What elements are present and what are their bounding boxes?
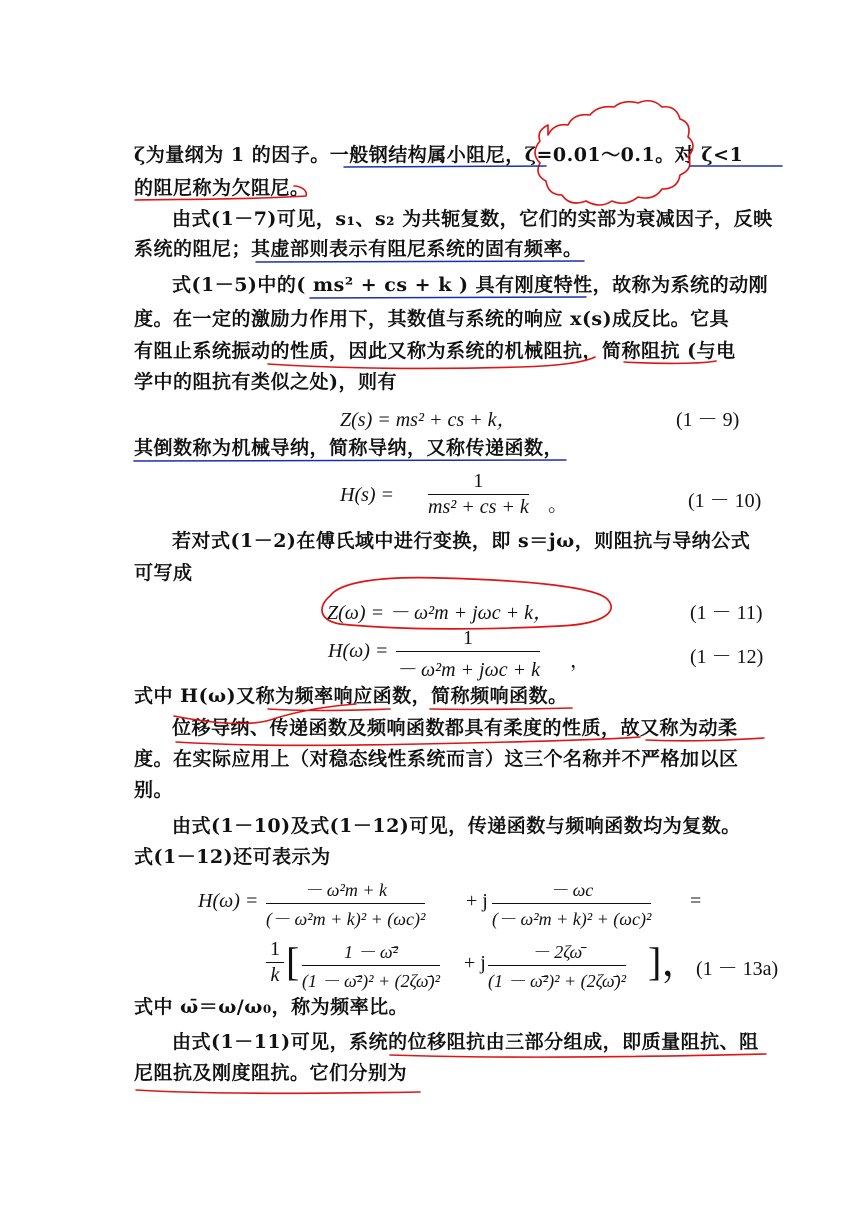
text-line-2: 的阻尼称为欠阻尼。 xyxy=(134,177,310,199)
equation-1-13a-imag-denominator: (－ ω²m + k)² + (ωc)² xyxy=(492,909,652,929)
equation-number-1-10: (1 － 10) xyxy=(688,490,762,512)
equation-1-10-end: 。 xyxy=(548,494,568,516)
equation-1-13a-factor-denominator: k xyxy=(270,964,280,986)
red-underline-frf-short xyxy=(430,708,572,709)
text-line-4: 系统的阻尼；其虚部则表示有阻尼系统的固有频率。 xyxy=(134,238,583,260)
text-line-17: 式(1－12)还可表示为 xyxy=(134,846,331,868)
blue-underline-admittance xyxy=(134,460,566,461)
red-underline-frequency-response xyxy=(268,709,390,711)
equation-1-12-numerator: 1 xyxy=(396,627,540,652)
equation-1-13a-f4-denominator: (1 － ω̄²)² + (2ζω̄)² xyxy=(488,971,626,991)
red-underline-stiffness-impedance xyxy=(136,1090,420,1093)
equation-1-10-lhs: H(s) = xyxy=(340,484,395,506)
equation-1-13a-f4-numerator: － 2ζω̄ xyxy=(488,938,626,966)
equation-1-11: Z(ω) = － ω²m + jωc + k， xyxy=(327,602,554,624)
equation-number-1-13a: (1 － 13a) xyxy=(696,958,779,980)
equation-1-13a-factor-numerator: 1 xyxy=(266,938,284,963)
text-line-7: 有阻止系统振动的性质，因此又称为系统的机械阻抗，简称阻抗 (与电 xyxy=(134,340,736,362)
equation-1-12-fraction xyxy=(396,627,540,682)
text-line-19: 由式(1－11)可见，系统的位移阻抗由三部分组成，即质量阻抗、阻 xyxy=(172,1031,759,1053)
equation-number-1-9: (1 － 9) xyxy=(676,409,740,431)
text-line-18: 式中 ω̄＝ω/ω₀，称为频率比。 xyxy=(134,996,409,1018)
blue-underline-imag-part xyxy=(256,261,584,262)
text-line-1: ζ为量纲为 1 的因子。一般钢结构属小阻尼，ζ=0.01～0.1。对 ζ<1 xyxy=(134,144,744,166)
equation-1-13a-real-numerator: － ω²m + k xyxy=(266,876,425,904)
blue-underline-dynamic-stiffness xyxy=(310,297,586,298)
equation-1-13a-fraction-imag xyxy=(492,876,651,931)
text-line-9: 其倒数称为机械导纳，简称导纳，又称传递函数， xyxy=(134,437,564,459)
text-line-14: 度。在实际应用上（对稳态线性系统而言）这三个名称并不严格加以区 xyxy=(134,748,739,770)
equation-1-13a-fraction-3 xyxy=(302,938,440,993)
equation-1-13a-imag-numerator: － ωc xyxy=(492,876,651,904)
equation-1-13a-fraction-4 xyxy=(488,938,626,993)
text-line-20: 尼阻抗及刚度阻抗。它们分别为 xyxy=(134,1062,408,1084)
text-line-3: 由式(1－7)可见，s₁、s₂ 为共轭复数，它们的实部为衰减因子，反映 xyxy=(172,208,773,230)
equation-1-13a-plus-j-2: + j xyxy=(464,952,486,974)
equation-1-13a-plus-j: + j xyxy=(466,890,488,912)
equation-1-10-numerator: 1 xyxy=(428,470,529,495)
equation-1-13a-real-denominator: (－ ω²m + k)² + (ωc)² xyxy=(266,909,426,929)
equation-1-13a-left-bracket: [ xyxy=(286,939,300,984)
text-line-16: 由式(1－10)及式(1－12)可见，传递函数与频响函数均为复数。 xyxy=(172,815,741,837)
equation-1-13a-f3-numerator: 1 － ω̄² xyxy=(302,938,440,966)
text-line-13: 位移导纳、传递函数及频响函数都具有柔度的性质，故又称为动柔 xyxy=(172,717,738,739)
equation-1-13a-factor xyxy=(266,938,284,987)
red-underline-displacement-impedance xyxy=(390,1054,766,1057)
equation-1-9: Z(s) = ms² + cs + k， xyxy=(340,409,517,431)
text-line-15: 别。 xyxy=(134,779,174,801)
equation-1-10-fraction xyxy=(428,470,529,519)
equation-1-12-denominator: － ω²m + jωc + k xyxy=(396,659,540,681)
text-line-12: 式中 H(ω)又称为频率响应函数，简称频响函数。 xyxy=(134,685,568,707)
equation-1-13a-fraction-real xyxy=(266,876,425,931)
equation-1-12-lhs: H(ω) = xyxy=(328,640,389,662)
equation-1-13a-right-bracket: ]， xyxy=(648,939,702,984)
text-line-6: 度。在一定的激励力作用下，其数值与系统的响应 x(s)成反比。它具 xyxy=(134,308,730,330)
equation-1-13a-lhs: H(ω) = xyxy=(198,890,259,912)
text-line-5: 式(1－5)中的( ms² + cs + k ) 具有刚度特性，故称为系统的动刚 xyxy=(172,274,769,296)
equation-1-13a-f3-denominator: (1 － ω̄²)² + (2ζω̄)² xyxy=(302,971,440,991)
equation-1-10-denominator: ms² + cs + k xyxy=(428,496,529,518)
text-line-10: 若对式(1－2)在傅氏域中进行变换，即 s＝jω，则阻抗与导纳公式 xyxy=(172,530,751,552)
text-line-11: 可写成 xyxy=(134,562,193,584)
equation-number-1-11: (1 － 11) xyxy=(690,602,763,624)
text-line-8: 学中的阻抗有类似之处)，则有 xyxy=(134,371,397,393)
equation-number-1-12: (1 － 12) xyxy=(690,646,764,668)
equation-1-12-end: ， xyxy=(570,650,590,672)
equation-1-13a-equals: = xyxy=(690,890,702,912)
